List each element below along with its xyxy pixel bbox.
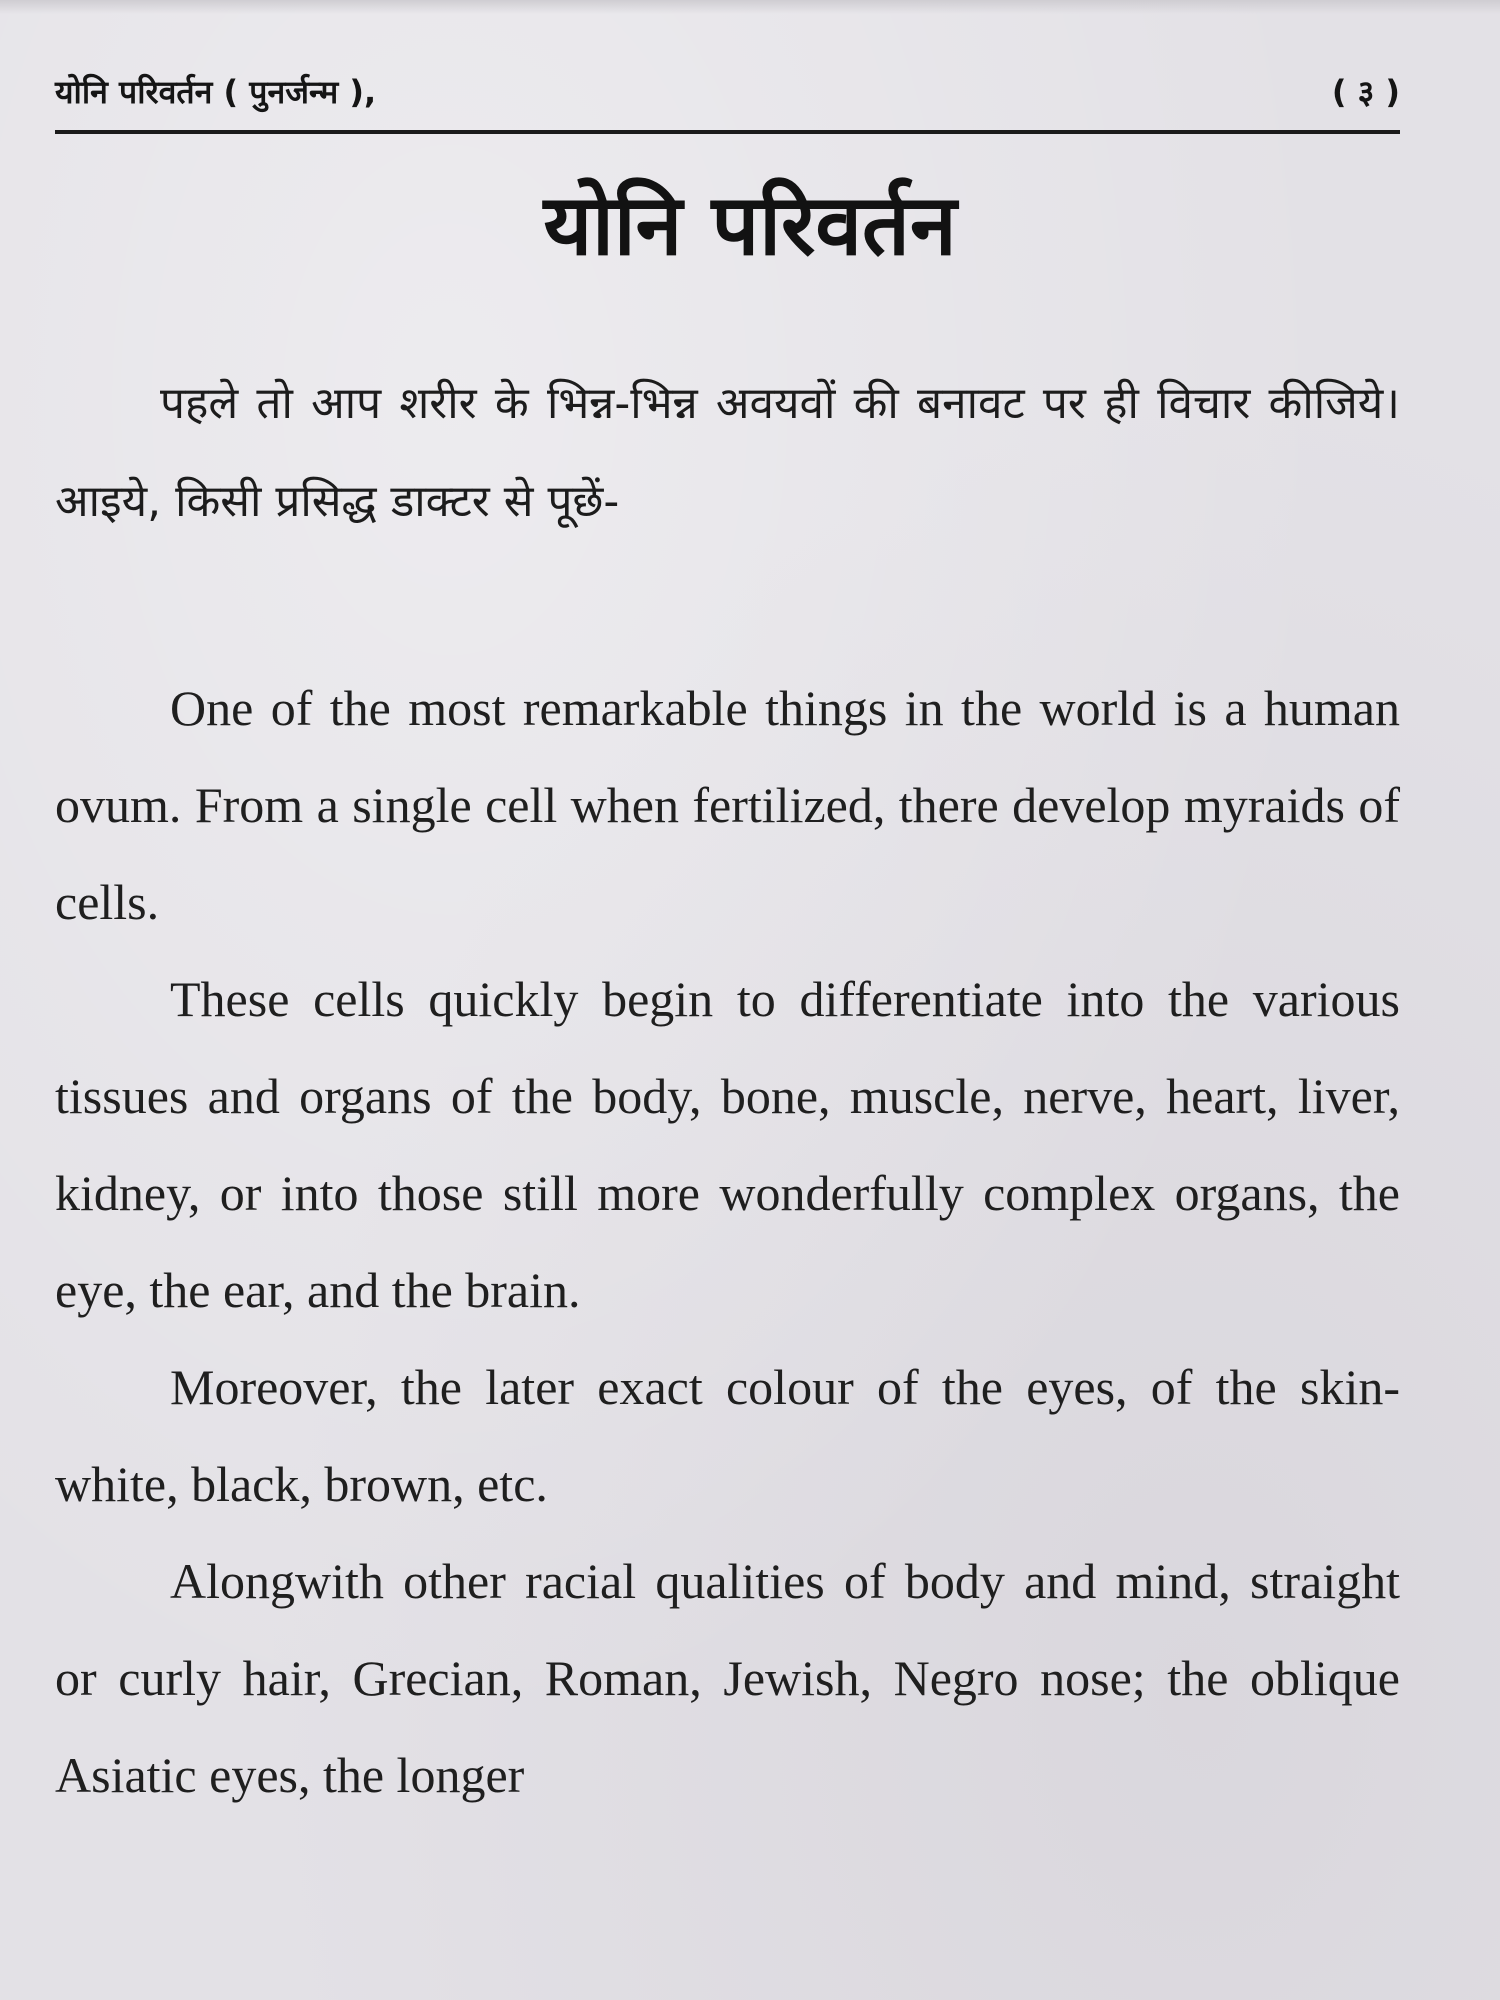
header-rule [55, 130, 1400, 134]
body-paragraph-ovum: One of the most remarkable things in the world is a human ovum. From a single cell when fertilized, there develop myraids of cells. [55, 680, 1400, 930]
running-header [55, 70, 1400, 120]
page-number: ( ३ ) [1331, 73, 1400, 111]
page-top-edge [0, 0, 1500, 14]
body-paragraph-colour: Moreover, the later exact colour of the eyes, of the skin-white, black, brown, etc. [55, 1359, 1400, 1512]
english-body [55, 660, 1400, 1824]
body-paragraph-racial: Alongwith other racial qualities of body and mind, straight or curly hair, Grecian, Roman, Jewish, Negro nose; the oblique Asiatic eyes, the longer [55, 1553, 1400, 1803]
hindi-intro-paragraph: पहले तो आप शरीर के भिन्न-भिन्न अवयवों की बनावट पर ही विचार कीजिये। आइये, किसी प्रसिद्ध डाक्टर से पूछें- [55, 378, 1400, 527]
body-paragraph-cells: These cells quickly begin to differentiate into the various tissues and organs of the body, bone, muscle, nerve, heart, liver, kidney, or into those still more wonderfully complex organs, the eye, the ear, and the brain. [55, 971, 1400, 1318]
chapter-title: योनि परिवर्तन [543, 176, 957, 274]
running-title: योनि परिवर्तन ( पुनर्जन्म ), [55, 73, 377, 111]
